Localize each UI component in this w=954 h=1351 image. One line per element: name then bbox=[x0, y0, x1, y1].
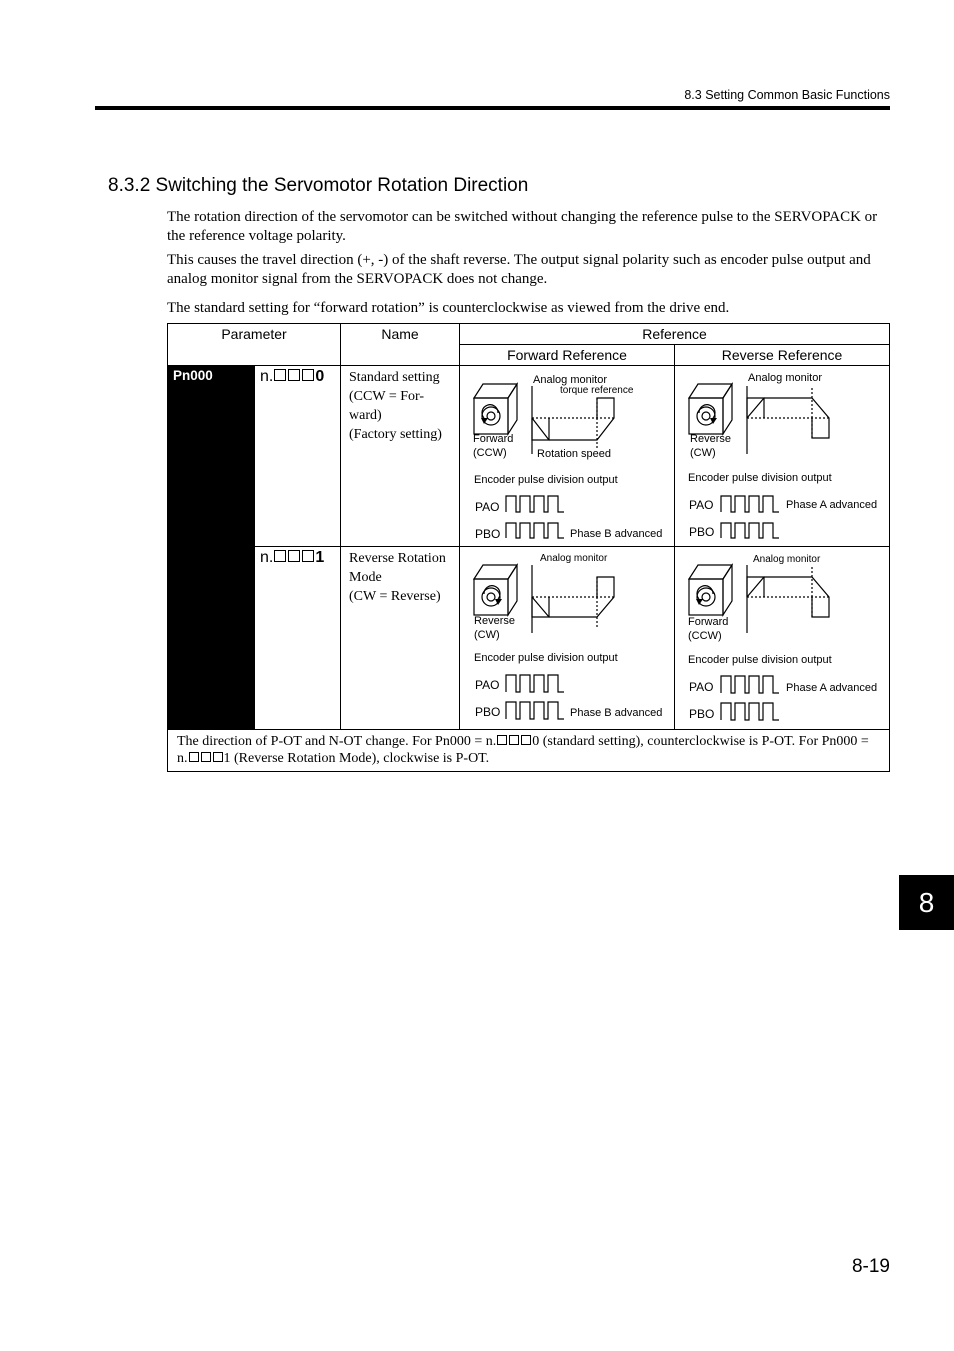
torque-reference-label: torque reference bbox=[560, 385, 634, 396]
analog-monitor-label: Analog monitor bbox=[540, 553, 608, 564]
header-name: Name bbox=[341, 324, 460, 366]
paragraph-1: The rotation direction of the servomotor can be switched without changing the reference pulse to the SERVOPACK or the reference voltage polarity. bbox=[167, 209, 878, 244]
box-glyph bbox=[189, 752, 199, 762]
box-glyph bbox=[288, 550, 300, 562]
table-footnote: The direction of P-OT and N-OT change. For Pn000 = n. 0 (standard setting), counterclockwise is P-OT. For Pn000 = n. 1 (Reverse Rotation Mode), clockwise is P-OT. bbox=[168, 730, 890, 772]
box-glyph bbox=[201, 752, 211, 762]
box-glyph bbox=[302, 550, 314, 562]
pbo-label: PBO bbox=[689, 525, 715, 539]
pbo-label: PBO bbox=[475, 705, 501, 719]
encoder-label: Encoder pulse division output bbox=[688, 472, 832, 484]
header-forward-reference: Forward Reference bbox=[460, 345, 675, 366]
header-reverse-reference: Reverse Reference bbox=[675, 345, 890, 366]
encoder-label: Encoder pulse division output bbox=[474, 652, 618, 664]
rotation-speed-label: Rotation speed bbox=[537, 448, 612, 460]
parameter-table bbox=[167, 323, 890, 772]
box-glyph bbox=[509, 735, 519, 745]
direction-sub-label: (CCW) bbox=[688, 630, 722, 642]
box-glyph bbox=[288, 369, 300, 381]
analog-monitor-label: Analog monitor bbox=[753, 554, 821, 565]
direction-label: Forward bbox=[688, 616, 729, 628]
pao-label: PAO bbox=[475, 500, 500, 514]
analog-monitor-label: Analog monitor bbox=[533, 374, 608, 386]
parameter-pn000: Pn000 bbox=[168, 366, 255, 730]
encoder-label: Encoder pulse division output bbox=[688, 654, 832, 666]
page-number: 8-19 bbox=[851, 1256, 890, 1277]
phase-label: Phase A advanced bbox=[786, 499, 878, 511]
diagram-r1-reverse bbox=[675, 547, 890, 730]
phase-label: Phase B advanced bbox=[570, 528, 663, 540]
header-rule bbox=[95, 106, 890, 110]
box-glyph bbox=[274, 550, 286, 562]
section-title: 8.3.2 Switching the Servomotor Rotation Direction bbox=[108, 175, 529, 196]
encoder-label: Encoder pulse division output bbox=[474, 474, 618, 486]
direction-sub-label: (CW) bbox=[474, 629, 500, 641]
diagram-r1-forward bbox=[460, 547, 675, 730]
box-glyph bbox=[274, 369, 286, 381]
box-glyph bbox=[302, 369, 314, 381]
setting-code-0: n. 0 bbox=[255, 366, 341, 547]
pbo-label: PBO bbox=[689, 707, 715, 721]
running-header: 8.3 Setting Common Basic Functions bbox=[684, 88, 890, 102]
diagram-r0-reverse bbox=[675, 366, 890, 547]
setting-name-1: Reverse Rotation Mode (CW = Reverse) bbox=[341, 547, 460, 730]
phase-label: Phase B advanced bbox=[570, 707, 663, 719]
pao-label: PAO bbox=[475, 678, 500, 692]
direction-sub-label: (CCW) bbox=[473, 447, 507, 459]
chapter-tab: 8 bbox=[899, 875, 954, 930]
diagram-r0-forward bbox=[460, 366, 675, 547]
pbo-label: PBO bbox=[475, 527, 501, 541]
box-glyph bbox=[497, 735, 507, 745]
box-glyph bbox=[521, 735, 531, 745]
direction-label: Reverse bbox=[474, 615, 515, 627]
pao-label: PAO bbox=[689, 498, 714, 512]
direction-label: Reverse bbox=[690, 433, 731, 445]
header-reference: Reference bbox=[460, 324, 890, 345]
setting-code-1: n. 1 bbox=[255, 547, 341, 730]
phase-label: Phase A advanced bbox=[786, 682, 878, 694]
paragraph-2: This causes the travel direction (+, -) of the shaft reverse. The output signal polarity such as encoder pulse output and analog monitor signal from the SERVOPACK does not change. bbox=[167, 252, 871, 287]
direction-sub-label: (CW) bbox=[690, 447, 716, 459]
header-parameter: Parameter bbox=[168, 324, 341, 366]
analog-monitor-label: Analog monitor bbox=[748, 372, 823, 384]
setting-name-0: Standard setting (CCW = For- ward) (Factory setting) bbox=[341, 366, 460, 547]
paragraph-3: The standard setting for “forward rotation” is counterclockwise as viewed from the drive end. bbox=[167, 300, 730, 316]
box-glyph bbox=[213, 752, 223, 762]
pao-label: PAO bbox=[689, 680, 714, 694]
direction-label: Forward bbox=[473, 433, 514, 445]
